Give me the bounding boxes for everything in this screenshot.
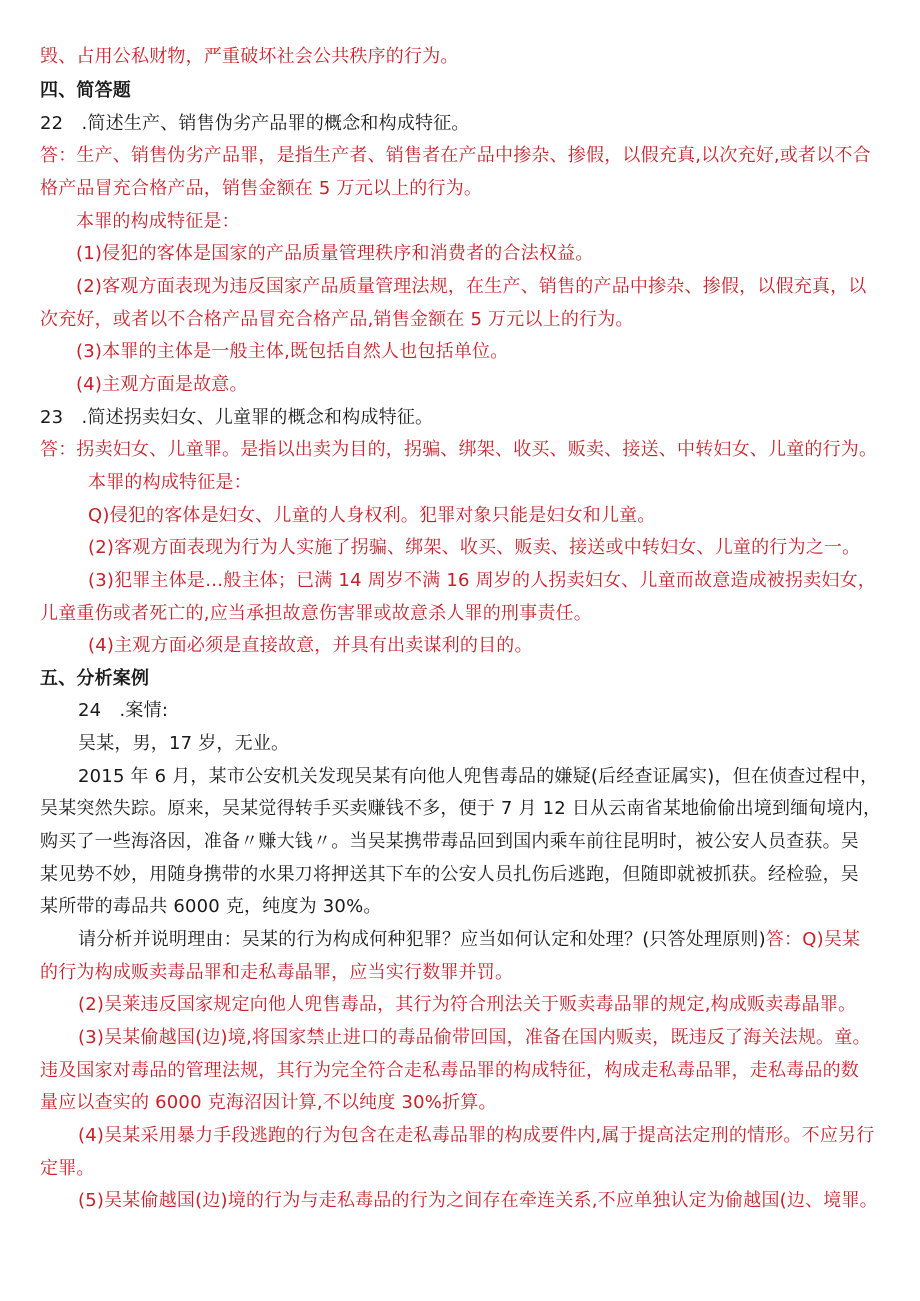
case-line: 吴某，男，17 岁，无业。 xyxy=(78,733,290,754)
answer-line: Q)侵犯的客体是妇女、儿童的人身权利。犯罪对象只能是妇女和儿童。 xyxy=(88,505,656,526)
answer-line: 答：拐卖妇女、儿童罪。是指以出卖为目的，拐骗、绑架、收买、贩卖、接送、中转妇女、儿童的行为。 xyxy=(40,439,878,460)
answer-line: 量应以查实的 6000 克海沼因计算,不以纯度 30%折算。 xyxy=(40,1092,497,1113)
text-line: 毁、占用公私财物，严重破坏社会公共秩序的行为。 xyxy=(40,46,459,67)
question-23: 23 .简述拐卖妇女、儿童罪的概念和构成特征。 xyxy=(40,407,434,428)
answer-line: 的行为构成贩卖毒品罪和走私毒晶罪，应当实行数罪并罚。 xyxy=(40,962,514,983)
answer-line: 次充好，或者以不合格产品冒充合格产品,销售金额在 5 万元以上的行为。 xyxy=(40,309,634,330)
answer-line: (5)吴某偷越国(边)境的行为与走私毒品的行为之间存在牵连关系,不应单独认定为偷越国(边、境罪。 xyxy=(78,1190,878,1211)
answer-line: (3)犯罪主体是…般主体；已满 14 周岁不满 16 周岁的人拐卖妇女、儿童而故意造成被拐卖妇女， xyxy=(88,570,876,591)
answer-line: 格产品冒充合格产品，销售金额在 5 万元以上的行为。 xyxy=(40,178,483,199)
answer-line: (3)吴某偷越国(边)境,将国家禁止进口的毒品偷带回国，准备在国内贩卖，既违反了海关法规。童。 xyxy=(78,1027,871,1048)
answer-line: (4)主观方面是故意。 xyxy=(76,374,248,395)
answer-line: (4)主观方面必须是直接故意，并具有出卖谋利的目的。 xyxy=(88,635,533,656)
answer-line: (2)吴莱违反国家规定向他人兜售毒品，其行为符合刑法关于贩卖毒品罪的规定,构成贩卖毒晶罪。 xyxy=(78,994,857,1015)
case-line: 某见势不妙，用随身携带的水果刀将押送其下车的公安人员扎伤后逃跑，但随即就被抓获。经检验，吴 xyxy=(40,864,859,885)
case-line: 吴某突然失踪。原来，吴某觉得转手买卖赚钱不多，便于 7 月 12 日从云南省某地偷偷出境到缅甸境内， xyxy=(40,798,882,819)
case-line: 2015 年 6 月，某市公安机关发现吴某有向他人兜售毒品的嫌疑(后经查证属实)，但在侦查过程中， xyxy=(78,766,879,787)
answer-line: 本罪的构成特征是： xyxy=(76,211,240,232)
answer-line: 违及国家对毒品的管理法规，其行为完全符合走私毒品罪的构成特征，构成走私毒品罪，走私毒品的数 xyxy=(40,1060,859,1081)
case-line: 某所带的毒品共 6000 克，纯度为 30%。 xyxy=(40,896,382,917)
answer-line: 儿童重伤或者死亡的,应当承担故意伤害罪或故意杀人罪的刑事责任。 xyxy=(40,603,592,624)
answer-line: (1)侵犯的客体是国家的产品质量管理秩序和消费者的合法权益。 xyxy=(76,243,594,264)
answer-line: (4)吴某采用暴力手段逃跑的行为包含在走私毒品罪的构成要件内,属于提高法定刑的情形。不应另行 xyxy=(78,1125,875,1146)
section-heading: 五、分析案例 xyxy=(40,668,150,689)
answer-line: 本罪的构成特征是： xyxy=(88,472,252,493)
analysis-prompt: 请分析并说明理由：吴某的行为构成何种犯罪？应当如何认定和处理？(只答处理原则) xyxy=(78,929,766,950)
answer-line: (2)客观方面表现为违反国家产品质量管理法规，在生产、销售的产品中掺杂、掺假，以假充真，以 xyxy=(76,276,867,297)
question-22: 22 .简述生产、销售伪劣产品罪的概念和构成特征。 xyxy=(40,113,470,134)
section-heading: 四、简答题 xyxy=(40,80,131,101)
answer-line: 答：生产、销售伪劣产品罪，是指生产者、销售者在产品中掺杂、掺假，以假充真,以次充好,或者以不合 xyxy=(40,145,871,166)
answer-line: (2)客观方面表现为行为人实施了拐骗、绑架、收买、贩卖、接送或中转妇女、儿童的行为之一。 xyxy=(88,537,861,558)
prompt-line xyxy=(78,927,860,953)
case-line: 购买了一些海洛因，准备〃赚大钱〃。当吴某携带毒品回到国内乘车前往昆明时，被公安人员查获。吴 xyxy=(40,831,859,852)
answer-start: 答：Q)吴某 xyxy=(765,929,861,950)
question-24: 24 .案情: xyxy=(78,700,169,721)
answer-line: 定罪。 xyxy=(40,1158,95,1179)
answer-line: (3)本罪的主体是一般主体,既包括自然人也包括单位。 xyxy=(76,341,509,362)
